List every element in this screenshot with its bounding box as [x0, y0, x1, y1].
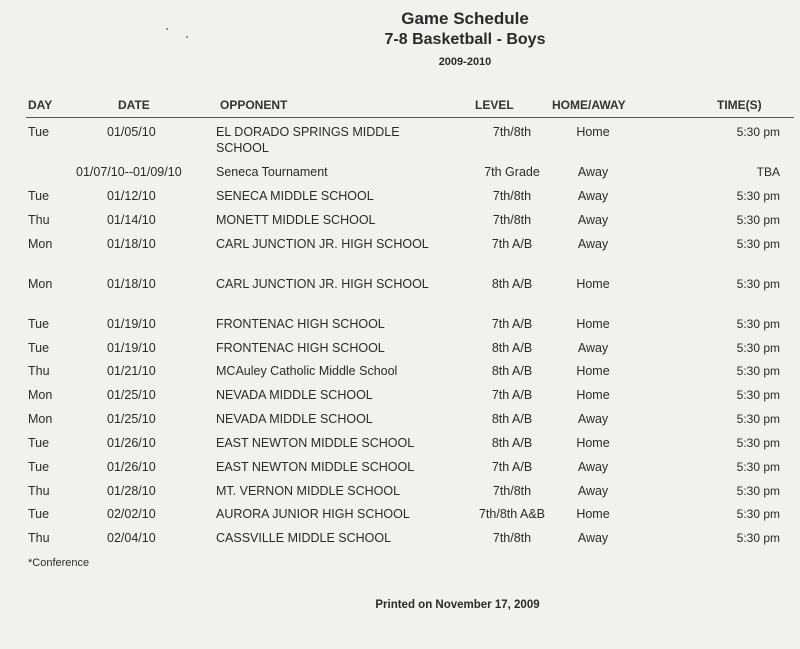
day-cell: Thu [28, 531, 50, 545]
opponent-cell: EAST NEWTON MIDDLE SCHOOL [216, 460, 415, 474]
opponent-cell: EL DORADO SPRINGS MIDDLE SCHOOL [216, 125, 400, 155]
day-cell: Thu [28, 484, 50, 498]
time-cell: 5:30 pm [736, 125, 780, 139]
home-away-cell: Home [576, 125, 610, 139]
date-cell: 01/26/10 [107, 436, 156, 450]
season-label: 2009-2010 [438, 56, 492, 68]
column-header-date: DATE [118, 98, 150, 112]
home-away-cell: Away [577, 165, 609, 179]
home-away-cell: Home [576, 436, 610, 450]
opponent-cell: Seneca Tournament [216, 165, 328, 179]
level-cell: 7th/8th [492, 125, 532, 139]
day-cell: Tue [28, 341, 50, 355]
day-cell: Tue [28, 189, 50, 203]
home-away-cell: Away [577, 189, 609, 203]
day-cell: Thu [28, 213, 50, 227]
opponent-cell: AURORA JUNIOR HIGH SCHOOL [216, 507, 410, 521]
level-cell: 7th/8th A&B [478, 507, 546, 521]
day-cell: Mon [28, 277, 53, 291]
home-away-cell: Home [576, 388, 610, 402]
date-cell: 02/02/10 [107, 507, 156, 521]
day-cell: Mon [28, 412, 53, 426]
time-cell: 5:30 pm [736, 388, 780, 402]
level-cell: 8th A/B [491, 341, 533, 355]
level-cell: 7th/8th [492, 213, 532, 227]
date-cell: 01/18/10 [107, 237, 156, 251]
home-away-cell: Away [577, 237, 609, 251]
column-header-time: TIME(S) [717, 98, 762, 112]
day-cell: Mon [28, 237, 53, 251]
day-cell: Tue [28, 436, 50, 450]
level-cell: 7th Grade [484, 165, 540, 179]
level-cell: 8th A/B [491, 364, 533, 378]
opponent-cell: FRONTENAC HIGH SCHOOL [216, 317, 385, 331]
time-cell: 5:30 pm [736, 436, 780, 450]
time-cell: 5:30 pm [736, 412, 780, 426]
level-cell: 7th A/B [491, 317, 533, 331]
opponent-cell: NEVADA MIDDLE SCHOOL [216, 412, 373, 426]
opponent-cell: EAST NEWTON MIDDLE SCHOOL [216, 436, 415, 450]
date-cell: 01/28/10 [107, 484, 156, 498]
time-cell: 5:30 pm [736, 189, 780, 203]
level-cell: 8th A/B [491, 277, 533, 291]
time-cell: 5:30 pm [736, 484, 780, 498]
level-cell: 7th A/B [491, 237, 533, 251]
level-cell: 7th/8th [492, 189, 532, 203]
level-cell: 7th A/B [491, 388, 533, 402]
date-cell: 01/25/10 [107, 412, 156, 426]
day-cell: Tue [28, 460, 50, 474]
conference-footnote: *Conference [28, 557, 90, 569]
date-cell: 01/19/10 [107, 341, 156, 355]
date-cell: 01/05/10 [107, 125, 156, 139]
date-cell: 01/26/10 [107, 460, 156, 474]
time-cell: 5:30 pm [736, 507, 780, 521]
date-cell: 01/19/10 [107, 317, 156, 331]
day-cell: Tue [28, 125, 50, 139]
day-cell: Thu [28, 364, 50, 378]
time-cell: 5:30 pm [736, 237, 780, 251]
date-cell: 01/21/10 [107, 364, 156, 378]
date-cell: 01/18/10 [107, 277, 156, 291]
column-header-opponent: OPPONENT [220, 98, 288, 112]
column-header-day: DAY [28, 98, 53, 112]
level-cell: 7th A/B [491, 460, 533, 474]
time-cell: 5:30 pm [736, 317, 780, 331]
level-cell: 7th/8th [492, 484, 532, 498]
level-cell: 8th A/B [491, 412, 533, 426]
opponent-cell: MCAuley Catholic Middle School [216, 364, 398, 378]
home-away-cell: Home [576, 507, 610, 521]
time-cell: 5:30 pm [736, 277, 780, 291]
opponent-cell: NEVADA MIDDLE SCHOOL [216, 388, 373, 402]
header-divider [26, 117, 794, 118]
level-cell: 7th/8th [492, 531, 532, 545]
opponent-cell: FRONTENAC HIGH SCHOOL [216, 341, 385, 355]
home-away-cell: Home [576, 317, 610, 331]
printed-date: Printed on November 17, 2009 [375, 599, 540, 611]
home-away-cell: Away [577, 341, 609, 355]
home-away-cell: Home [576, 364, 610, 378]
time-cell: 5:30 pm [736, 364, 780, 378]
home-away-cell: Away [577, 460, 609, 474]
date-cell: 01/12/10 [107, 189, 156, 203]
page-title: Game Schedule [401, 9, 529, 28]
time-cell: TBA [756, 165, 780, 179]
time-cell: 5:30 pm [736, 341, 780, 355]
opponent-cell: CASSVILLE MIDDLE SCHOOL [216, 531, 392, 545]
level-cell: 8th A/B [491, 436, 533, 450]
column-header-home-away: HOME/AWAY [552, 98, 626, 112]
date-cell: 01/14/10 [107, 213, 156, 227]
day-cell: Tue [28, 317, 50, 331]
time-cell: 5:30 pm [736, 213, 780, 227]
day-cell: Mon [28, 388, 53, 402]
date-cell: 01/07/10--01/09/10 [76, 165, 182, 179]
time-cell: 5:30 pm [736, 531, 780, 545]
home-away-cell: Away [577, 484, 609, 498]
opponent-cell: MT. VERNON MIDDLE SCHOOL [216, 484, 401, 498]
opponent-cell: CARL JUNCTION JR. HIGH SCHOOL [216, 277, 429, 291]
time-cell: 5:30 pm [736, 460, 780, 474]
home-away-cell: Away [577, 531, 609, 545]
opponent-cell: MONETT MIDDLE SCHOOL [216, 213, 376, 227]
home-away-cell: Home [576, 277, 610, 291]
column-header-level: LEVEL [475, 98, 514, 112]
home-away-cell: Away [577, 213, 609, 227]
opponent-cell: SENECA MIDDLE SCHOOL [216, 189, 374, 203]
date-cell: 02/04/10 [107, 531, 156, 545]
home-away-cell: Away [577, 412, 609, 426]
date-cell: 01/25/10 [107, 388, 156, 402]
opponent-cell: CARL JUNCTION JR. HIGH SCHOOL [216, 237, 429, 251]
page-subtitle: 7-8 Basketball - Boys [384, 31, 546, 48]
day-cell: Tue [28, 507, 50, 521]
